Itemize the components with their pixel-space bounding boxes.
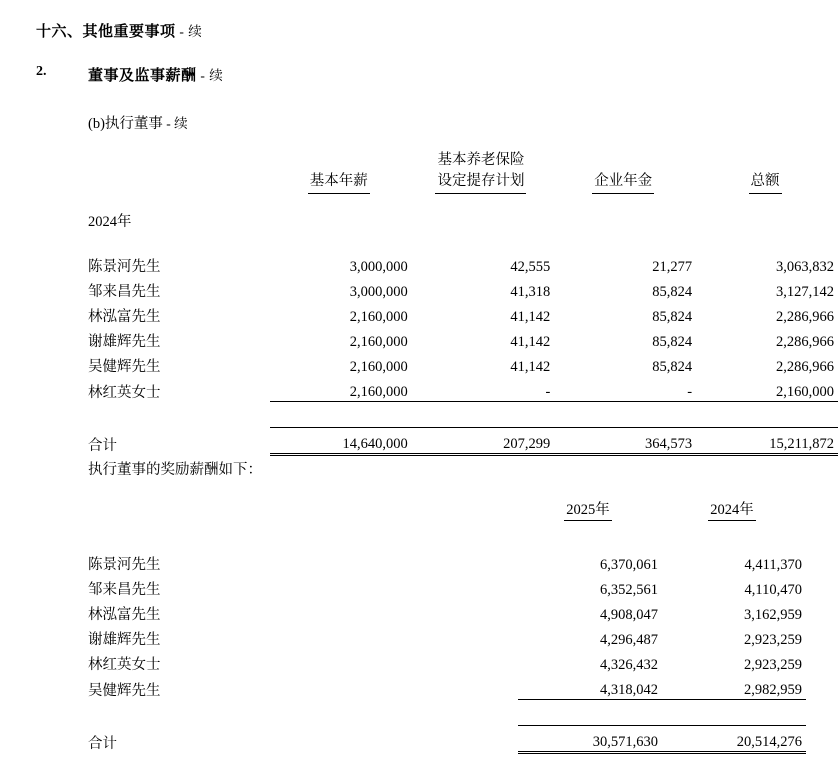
row-value: 2,160,000 bbox=[349, 359, 408, 375]
table-row bbox=[88, 251, 838, 276]
total-label: 合计 bbox=[88, 437, 117, 454]
table-row bbox=[88, 599, 806, 624]
header-blank-cell bbox=[88, 496, 518, 521]
sub-heading-continued: - 续 bbox=[162, 116, 188, 131]
row-label: 陈景河先生 bbox=[88, 259, 161, 275]
row-value: 4,110,470 bbox=[744, 582, 802, 598]
total-value: 20,514,276 bbox=[662, 726, 806, 753]
item-number: 2. bbox=[36, 64, 47, 79]
total-value: 15,211,872 bbox=[696, 428, 838, 455]
row-label: 林泓富先生 bbox=[88, 309, 161, 325]
table-row bbox=[88, 326, 838, 351]
header-cell-3-line1 bbox=[696, 150, 834, 171]
header-cell-0 bbox=[518, 496, 662, 521]
header-cell-2 bbox=[554, 150, 696, 194]
header-cell-1-text: 2024年 bbox=[708, 498, 756, 521]
year-label-row bbox=[88, 206, 838, 231]
director-remuneration-table bbox=[88, 150, 838, 456]
sub-heading bbox=[88, 112, 188, 133]
total-value: 364,573 bbox=[554, 428, 696, 455]
table-row bbox=[88, 376, 838, 402]
row-value: 2,982,959 bbox=[744, 682, 802, 698]
row-value: 85,824 bbox=[652, 309, 693, 325]
row-value: 2,160,000 bbox=[349, 384, 408, 400]
header-cell-1 bbox=[662, 496, 806, 521]
table-row bbox=[88, 351, 838, 376]
row-value: 2,923,259 bbox=[744, 632, 802, 648]
row-value: 21,277 bbox=[652, 259, 693, 275]
row-label: 林泓富先生 bbox=[88, 607, 161, 623]
table-header-row bbox=[88, 496, 806, 521]
row-value: 2,286,966 bbox=[776, 309, 834, 325]
row-value: 3,127,142 bbox=[776, 284, 834, 300]
header-cell-0-text: 2025年 bbox=[564, 498, 612, 521]
row-value: 3,000,000 bbox=[349, 259, 408, 275]
subtotal-divider-row bbox=[88, 700, 806, 726]
sub-heading-text: (b)执行董事 bbox=[88, 116, 163, 132]
header-cell-3-line2: 总额 bbox=[749, 171, 782, 194]
spacer-row bbox=[88, 521, 806, 549]
header-cell-1 bbox=[412, 150, 555, 194]
row-label: 谢雄辉先生 bbox=[88, 632, 161, 648]
spacer-row bbox=[88, 231, 838, 251]
row-value: 2,923,259 bbox=[744, 657, 802, 673]
item-heading-continued: - 续 bbox=[196, 68, 224, 83]
section-heading-continued: - 续 bbox=[175, 24, 203, 39]
row-label: 吴健辉先生 bbox=[88, 682, 161, 699]
header-cell-2-line1 bbox=[554, 150, 692, 171]
header-cell-1-line1: 基本养老保险 bbox=[437, 152, 525, 168]
bonus-intro-paragraph: 执行董事的奖励薪酬如下： bbox=[88, 462, 262, 478]
year-label: 2024年 bbox=[88, 214, 132, 230]
table-row bbox=[88, 574, 806, 599]
row-value: 4,318,042 bbox=[600, 682, 658, 698]
row-value: 4,326,432 bbox=[600, 657, 658, 673]
row-value: - bbox=[687, 384, 693, 400]
spacer-row bbox=[88, 194, 838, 206]
row-value: 2,286,966 bbox=[776, 334, 834, 350]
total-row bbox=[88, 428, 838, 455]
row-value: 85,824 bbox=[652, 284, 693, 300]
row-value: 3,162,959 bbox=[744, 607, 802, 623]
item-heading-text: 董事及监事薪酬 bbox=[88, 68, 197, 84]
total-value: 207,299 bbox=[412, 428, 555, 455]
row-value: 2,160,000 bbox=[776, 384, 834, 400]
row-value: 2,286,966 bbox=[776, 359, 834, 375]
header-cell-0-line2: 基本年薪 bbox=[308, 171, 370, 194]
row-value: 2,160,000 bbox=[349, 334, 408, 350]
header-cell-0-line1 bbox=[270, 150, 408, 171]
table-row bbox=[88, 624, 806, 649]
row-value: 6,352,561 bbox=[600, 582, 658, 598]
row-value: 4,296,487 bbox=[600, 632, 658, 648]
row-value: 41,318 bbox=[510, 284, 551, 300]
table-header-row bbox=[88, 150, 838, 194]
total-label: 合计 bbox=[88, 735, 117, 752]
table-row bbox=[88, 549, 806, 574]
section-heading bbox=[36, 20, 202, 41]
row-value: 85,824 bbox=[652, 334, 693, 350]
header-cell-0 bbox=[270, 150, 412, 194]
header-blank-cell bbox=[88, 150, 270, 194]
row-label: 林红英女士 bbox=[88, 384, 161, 401]
row-value: - bbox=[545, 384, 551, 400]
header-cell-1-line2: 设定提存计划 bbox=[435, 171, 526, 194]
row-value: 3,000,000 bbox=[349, 284, 408, 300]
row-value: 4,411,370 bbox=[744, 557, 802, 573]
table-row bbox=[88, 674, 806, 700]
row-value: 41,142 bbox=[510, 359, 551, 375]
header-cell-3 bbox=[696, 150, 838, 194]
row-label: 吴健辉先生 bbox=[88, 359, 161, 375]
row-label: 邹来昌先生 bbox=[88, 582, 161, 598]
item-heading bbox=[88, 64, 223, 85]
row-value: 41,142 bbox=[510, 334, 551, 350]
table-row bbox=[88, 649, 806, 674]
table-row bbox=[88, 276, 838, 301]
header-cell-2-line2: 企业年金 bbox=[592, 171, 654, 194]
row-value: 41,142 bbox=[510, 309, 551, 325]
row-label: 陈景河先生 bbox=[88, 557, 161, 573]
table-row bbox=[88, 301, 838, 326]
row-value: 3,063,832 bbox=[776, 259, 834, 275]
row-value: 85,824 bbox=[652, 359, 693, 375]
row-label: 林红英女士 bbox=[88, 657, 161, 673]
row-label: 谢雄辉先生 bbox=[88, 334, 161, 350]
row-value: 42,555 bbox=[510, 259, 551, 275]
row-value: 4,908,047 bbox=[600, 607, 658, 623]
subtotal-divider-row bbox=[88, 402, 838, 428]
row-value: 6,370,061 bbox=[600, 557, 658, 573]
row-value: 2,160,000 bbox=[349, 309, 408, 325]
total-row bbox=[88, 726, 806, 753]
director-bonus-table bbox=[88, 496, 806, 754]
total-value: 14,640,000 bbox=[270, 428, 412, 455]
section-heading-text: 十六、其他重要事项 bbox=[36, 24, 176, 40]
total-value: 30,571,630 bbox=[518, 726, 662, 753]
row-label: 邹来昌先生 bbox=[88, 284, 161, 300]
